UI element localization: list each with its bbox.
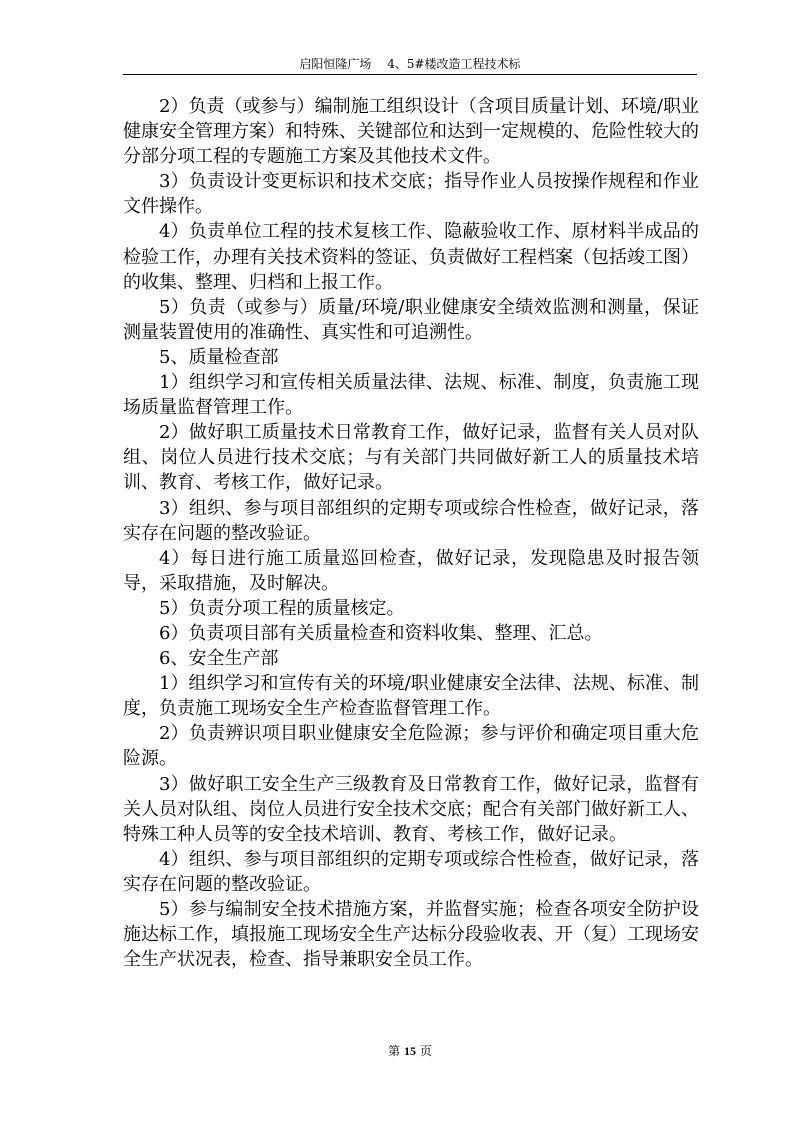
paragraph: 4）负责单位工程的技术复核工作、隐蔽验收工作、原材料半成品的检验工作，办理有关技术资料的签证、负责做好工程档案（包括竣工图）的收集、整理、归档和上报工作。 (123, 221, 699, 293)
paragraph: 1）组织学习和宣传有关的环境/职业健康安全法律、法规、标准、制度，负责施工现场安全生产检查监督管理工作。 (123, 673, 699, 720)
page-number-prefix: 第 (388, 1044, 401, 1058)
section-heading: 5、质量检查部 (159, 346, 279, 368)
section-heading: 6、安全生产部 (159, 648, 279, 670)
paragraph: 6）负责项目部有关质量检查和资料收集、整理、汇总。 (159, 622, 603, 644)
paragraph: 4）每日进行施工质量巡回检查，做好记录，发现隐患及时报告领导，采取措施，及时解决。 (123, 547, 699, 594)
paragraph: 5）负责分项工程的质量核定。 (159, 597, 405, 619)
paragraph: 5）负责（或参与）质量/环境/职业健康安全绩效监测和测量，保证测量装置使用的准确性、真实性和可追溯性。 (123, 296, 699, 343)
paragraph: 3）组织、参与项目部组织的定期专项或综合性检查，做好记录，落实存在问题的整改验证。 (123, 497, 699, 544)
document-body (123, 94, 699, 972)
paragraph: 3）负责设计变更标识和技术交底；指导作业人员按操作规程和作业文件操作。 (123, 171, 699, 218)
paragraph: 5）参与编制安全技术措施方案，并监督实施；检查各项安全防护设施达标工作，填报施工现场安全生产达标分段验收表、开（复）工现场安全生产状况表，检查、指导兼职安全员工作。 (123, 899, 699, 971)
paragraph: 4）组织、参与项目部组织的定期专项或综合性检查，做好记录，落实存在问题的整改验证。 (123, 848, 699, 895)
paragraph: 3）做好职工安全生产三级教育及日常教育工作，做好记录，监督有关人员对队组、岗位人员进行安全技术交底；配合有关部门做好新工人、特殊工种人员等的安全技术培训、教育、考核工作，做好记录。 (123, 773, 699, 845)
paragraph: 2）负责辨识项目职业健康安全危险源；参与评价和确定项目重大危险源。 (123, 723, 699, 770)
paragraph: 1）组织学习和宣传相关质量法律、法规、标准、制度，负责施工现场质量监督管理工作。 (123, 372, 699, 419)
page-number: 15 (404, 1044, 416, 1058)
page-footer (123, 1043, 697, 1059)
paragraph: 2）做好职工质量技术日常教育工作，做好记录，监督有关人员对队组、岗位人员进行技术交底；与有关部门共同做好新工人的质量技术培训、教育、考核工作，做好记录。 (123, 422, 699, 494)
paragraph: 2）负责（或参与）编制施工组织设计（含项目质量计划、环境/职业健康安全管理方案）和特殊、关键部位和达到一定规模的、危险性较大的分部分项工程的专题施工方案及其他技术文件。 (123, 96, 699, 168)
page-number-suffix: 页 (419, 1044, 432, 1058)
page-header (123, 56, 697, 72)
header-title: 启阳恒隆广场 4、5#楼改造工程技术标 (299, 57, 521, 71)
header-divider (123, 74, 697, 75)
